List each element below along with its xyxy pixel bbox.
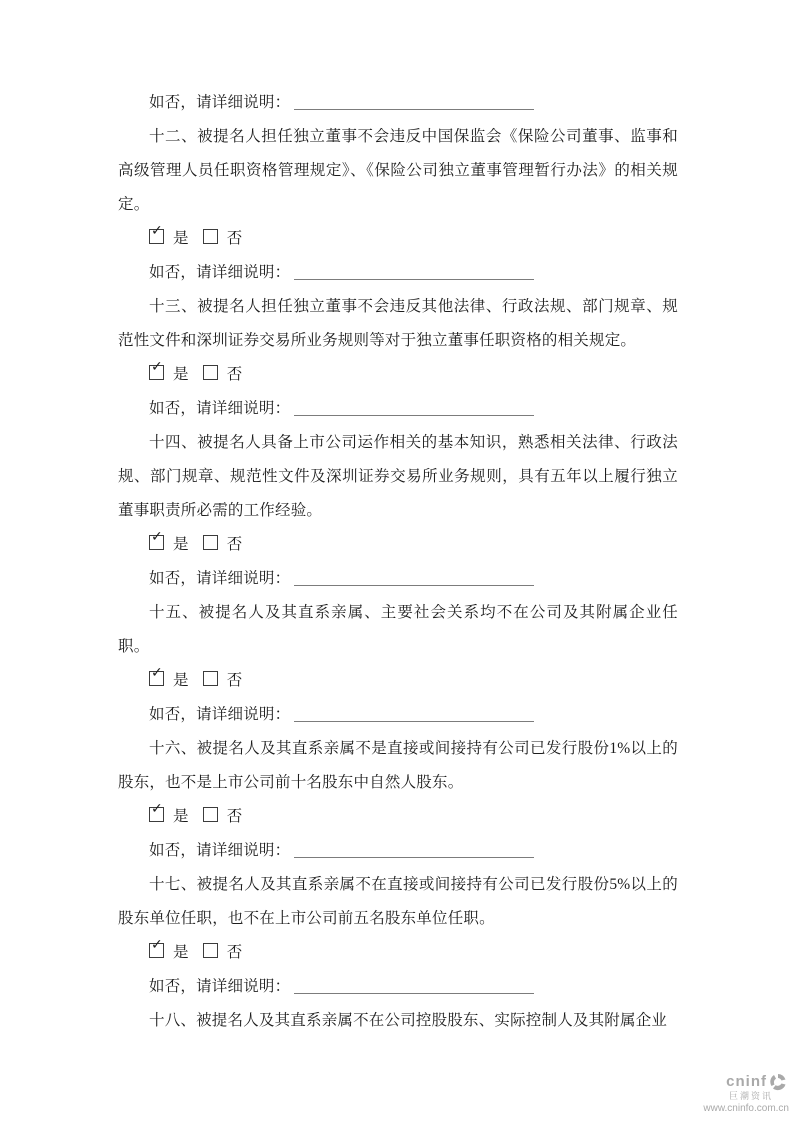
item-13-answer-row	[118, 358, 678, 392]
item-13-yes-checkbox[interactable]	[149, 359, 164, 380]
item-15-yes-checkbox[interactable]	[149, 665, 164, 686]
item-16-no-label: 否	[226, 808, 243, 825]
item-12-yes-checkbox[interactable]	[149, 223, 164, 244]
item-16-detail-prompt: 如否，请详细说明：	[149, 842, 291, 859]
item-13-yes-label: 是	[173, 366, 189, 383]
item-13-no-checkbox[interactable]	[203, 365, 218, 380]
item-15-blank-line[interactable]	[294, 719, 534, 722]
item-12-detail-row	[118, 256, 678, 290]
check-icon: ✓	[151, 801, 163, 817]
item-15-text: 十五、被提名人及其直系亲属、主要社会关系均不在公司及其附属企业任职。	[118, 604, 678, 655]
page-body	[118, 86, 678, 1038]
item-17-blank-line[interactable]	[294, 991, 534, 994]
item-13-detail-row	[118, 392, 678, 426]
item-13-no-label: 否	[226, 366, 243, 383]
item-18-text: 十八、被提名人及其直系亲属不在公司控股股东、实际控制人及其附属企业	[149, 1012, 668, 1029]
leading-detail-prompt: 如否，请详细说明：	[149, 94, 291, 111]
item-14-no-checkbox[interactable]	[203, 535, 218, 550]
item-16-yes-checkbox[interactable]	[149, 801, 164, 822]
check-icon: ✓	[151, 665, 163, 681]
item-15-yes-label: 是	[173, 672, 189, 689]
item-13-text: 十三、被提名人担任独立董事不会违反其他法律、行政法规、部门规章、规范性文件和深圳证券交易所业务规则等对于独立董事任职资格的相关规定。	[118, 298, 678, 349]
check-icon: ✓	[151, 223, 163, 239]
item-13-detail-prompt: 如否，请详细说明：	[149, 400, 291, 417]
check-icon: ✓	[151, 359, 163, 375]
check-icon: ✓	[151, 529, 163, 545]
item-17-detail-prompt: 如否，请详细说明：	[149, 978, 291, 995]
item-16-answer-row	[118, 800, 678, 834]
item-12-blank-line[interactable]	[294, 277, 534, 280]
item-14-answer-row	[118, 528, 678, 562]
item-14-no-label: 否	[226, 536, 243, 553]
item-16-yes-label: 是	[173, 808, 189, 825]
item-12-yes-label: 是	[173, 230, 189, 247]
item-14-text: 十四、被提名人具备上市公司运作相关的基本知识，熟悉相关法律、行政法规、部门规章、规范性文件及深圳证券交易所业务规则，具有五年以上履行独立董事职责所必需的工作经验。	[118, 434, 678, 519]
item-12-no-label: 否	[226, 230, 243, 247]
leading-blank-line[interactable]	[294, 107, 534, 110]
item-17-detail-row	[118, 970, 678, 1004]
item-14-yes-label: 是	[173, 536, 189, 553]
item-13-blank-line[interactable]	[294, 413, 534, 416]
item-17-yes-checkbox[interactable]	[149, 937, 164, 958]
item-12-detail-prompt: 如否，请详细说明：	[149, 264, 291, 281]
cninfo-swirl-icon	[769, 1073, 787, 1091]
check-icon: ✓	[151, 937, 163, 953]
item-12-no-checkbox[interactable]	[203, 229, 218, 244]
cninfo-url: www.cninfo.com.cn	[703, 1103, 789, 1114]
item-15-answer-row	[118, 664, 678, 698]
item-17-no-checkbox[interactable]	[203, 943, 218, 958]
item-15-detail-row	[118, 698, 678, 732]
item-15-detail-prompt: 如否，请详细说明：	[149, 706, 291, 723]
leading-detail-row	[118, 86, 678, 120]
item-14-yes-checkbox[interactable]	[149, 529, 164, 550]
item-17-answer-row	[118, 936, 678, 970]
item-12-text: 十二、被提名人担任独立董事不会违反中国保监会《保险公司董事、监事和高级管理人员任职资格管理规定》、《保险公司独立董事管理暂行办法》的相关规定。	[118, 128, 678, 213]
cninfo-watermark	[703, 1073, 789, 1114]
item-16-detail-row	[118, 834, 678, 868]
item-16-no-checkbox[interactable]	[203, 807, 218, 822]
item-17-text: 十七、被提名人及其直系亲属不在直接或间接持有公司已发行股份5%以上的股东单位任职，也不在上市公司前五名股东单位任职。	[118, 876, 678, 927]
item-17-no-label: 否	[226, 944, 243, 961]
cninfo-logo-text: cninf	[726, 1072, 767, 1090]
item-14-detail-row	[118, 562, 678, 596]
item-12-answer-row	[118, 222, 678, 256]
item-15-no-label: 否	[226, 672, 243, 689]
item-16-text: 十六、被提名人及其直系亲属不是直接或间接持有公司已发行股份1%以上的股东，也不是上市公司前十名股东中自然人股东。	[118, 740, 678, 791]
item-16-blank-line[interactable]	[294, 855, 534, 858]
item-15-no-checkbox[interactable]	[203, 671, 218, 686]
item-14-detail-prompt: 如否，请详细说明：	[149, 570, 291, 587]
item-14-blank-line[interactable]	[294, 583, 534, 586]
item-17-yes-label: 是	[173, 944, 189, 961]
cninfo-chinese-name: 巨潮资讯	[728, 1091, 773, 1102]
